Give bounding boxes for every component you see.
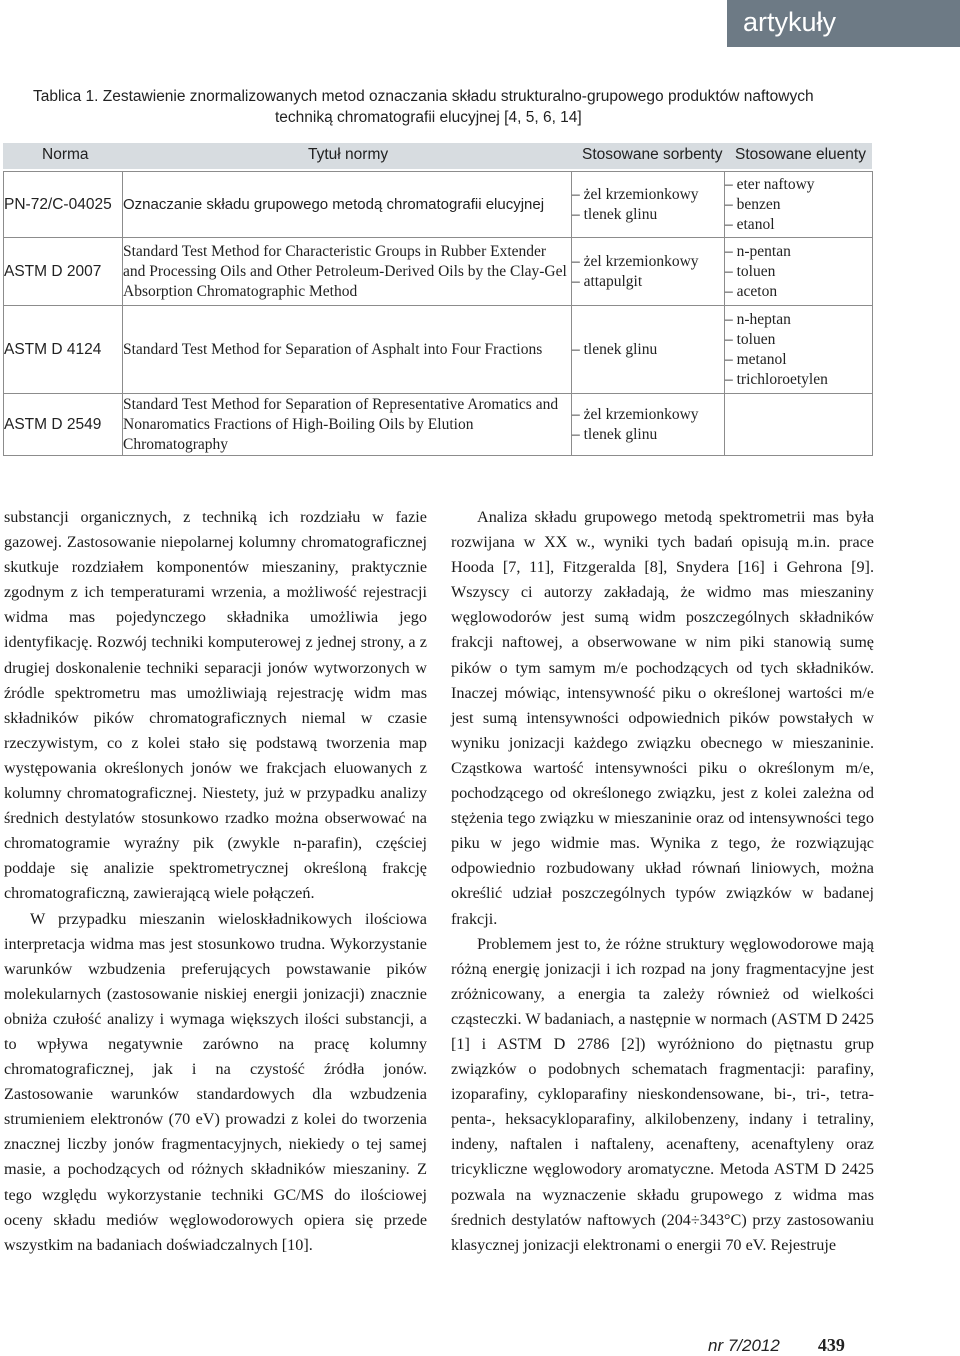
header-tytul-normy: Tytuł normy — [308, 146, 389, 163]
paragraph: Problemem jest to, że różne struktury węglowodorowe mają różną energię jonizacji i ich rozpad na jony fragmentacyjne jest zróżnicowany, a energia ta zależy również od wielkości cząsteczki. W badaniach, a następnie w normach (ASTM D 2425 [1] i ASTM D 2786 [2]) wyróżniono do piętnastu grup związków o podobnych schematach fragmentacji: parafiny, izoparafiny, cykloparafiny nieskondensowane, bi-, tri-, tetra- penta-, heksacykloparafiny, alkilobenzeny, indany i tetraliny, indeny, naftalen i naftaleny, acenafteny, acenaftyleny oraz tricykliczne węglowodory aromatyczne. Metoda ASTM D 2425 pozwala na wyznaczenie składu grupowego z widma mas średnich destylatów naftowych (204÷343°C) przy zastosowaniu klasycznej jonizacji elektronami o energii 70 eV. Rejestruje — [451, 934, 874, 1254]
sorbent-item: – tlenek glinu — [572, 205, 724, 225]
paragraph: substancji organicznych, z techniką ich rozdziału w fazie gazowej. Zastosowanie niepolarnej kolumny chromatograficznej skutkuje rozdziałem komponentów mieszaniny, praktycznie zgodnym z ich temperaturami wrzenia, a możliwość rejestracji widma mas pojedynczego składnika umożliwia jego identyfikację. Rozwój techniki komputerowej z jednej strony, a z drugiej doskonalenie techniki separacji jonów wytworzonych w źródle spektrometru mas umożliwiają rejestrację widm mas składników pików chromatograficznych niemal w czasie rzeczywistym, co z kolei stało się podstawą tworzenia map występowania określonych jonów we frakcjach eluowanych z kolumny chromatograficznej. Niestety, już w przypadku analizy średnich destylatów stosunkowo rzadko można obserwować na chromatogramie wyraźny pik (zwykle n-parafin), częściej poddaje się analizie spektrometrycznej określoną frakcję chromatograficzną, zawierającą wiele połączeń. — [4, 508, 427, 903]
sorbents-cell — [572, 306, 725, 394]
header-norma: Norma — [42, 146, 89, 163]
title-cell: Standard Test Method for Separation of Representative Aromatics and Nonaromatics Fractions of High-Boiling Oils by Elution Chromatography — [123, 394, 572, 456]
norma-cell: ASTM D 2549 — [4, 394, 123, 456]
sorbent-item: – żel krzemionkowy — [572, 405, 724, 425]
eluent-item: – toluen — [725, 330, 872, 350]
paragraph: Analiza składu grupowego metodą spektrometrii mas była rozwijana w XX w., wyniki tych badań opisują m.in. prace Hooda [7, 11], Fitzgeralda [8], Snydera [16] i Gehrona [9]. Wszyscy ci autorzy zakładają, że widmo mas mieszaniny węglowodorów jest sumą widm poszczególnych składników frakcji naftowej, a obserwowane w nim piki stanowią sumę pików o tym samym m/e pochodzących od tych składników. Inaczej mówiąc, intensywność piku o określonej wartości m/e jest sumą intensywności odpowiednich pików powstałych w wyniku jonizacji każdego związku obecnego w mieszaninie. Cząstkowa wartość intensywności piku o określonym m/e, pochodzącego od określonego związku, jest z kolei zależna od stężenia tego związku w mieszaninie oraz od intensywności tego piku w jego widmie mas. Wynika z tego, że rozwiązując odpowiednio rozbudowany układ równań liniowych, można określić udział poszczególnych typów związków w badanej frakcji. — [451, 508, 874, 928]
header-eluenty: Stosowane eluenty — [735, 146, 866, 163]
table-row — [4, 394, 873, 456]
sorbent-item: – attapulgit — [572, 272, 724, 292]
sorbents-cell — [572, 172, 725, 238]
page-footer — [708, 1335, 845, 1356]
eluent-item: – toluen — [725, 262, 872, 282]
title-cell: Standard Test Method for Separation of Asphalt into Four Fractions — [123, 306, 572, 394]
title-cell: Oznaczanie składu grupowego metodą chromatografii elucyjnej — [123, 172, 572, 238]
norma-cell: PN-72/C-04025 — [4, 172, 123, 238]
sorbent-item: – żel krzemionkowy — [572, 185, 724, 205]
table-caption-line-2: techniką chromatografii elucyjnej [4, 5, 6, 14] — [275, 109, 582, 126]
table-row — [4, 238, 873, 306]
eluent-item: – n-heptan — [725, 310, 872, 330]
sorbent-item: – tlenek glinu — [572, 425, 724, 445]
eluents-cell — [725, 394, 873, 456]
section-tag: artykuły — [727, 0, 960, 47]
paragraph: W przypadku mieszanin wieloskładnikowych ilościowa interpretacja widma mas jest stosunkowo trudna. Wykorzystanie warunków wzbudzenia preferujących powstawanie pików molekularnych (zastosowanie niskiej energii jonizacji) znacznie obniża czułość analizy i wymaga większych ilości substancji, a to wpływa negatywnie zarówno na pracę kolumny chromatograficznej, jak i na czystość źródła jonów. Zastosowanie warunków standardowych dla wzbudzenia strumieniem elektronów (70 eV) prowadzi z kolei do tworzenia znacznej liczby jonów fragmentacyjnych, niekiedy o tej samej masie, a pochodzących od różnych składników mieszaniny. Z tego względu wykorzystanie techniki GC/MS do ilościowej oceny składu mediów węglowodorowych opiera się przede wszystkim na badaniach doświadczalnych [10]. — [4, 909, 427, 1254]
eluents-cell — [725, 238, 873, 306]
sorbent-item: – tlenek glinu — [572, 340, 724, 360]
eluent-item: – metanol — [725, 350, 872, 370]
eluents-cell — [725, 172, 873, 238]
issue-number: nr 7/2012 — [708, 1336, 780, 1355]
norma-cell: ASTM D 4124 — [4, 306, 123, 394]
body-column-left — [4, 505, 427, 1258]
sorbents-cell — [572, 238, 725, 306]
table-row — [4, 172, 873, 238]
sorbents-cell — [572, 394, 725, 456]
sorbent-item: – żel krzemionkowy — [572, 252, 724, 272]
table-caption-line-1: Tablica 1. Zestawienie znormalizowanych metod oznaczania składu strukturalno-grupowego produktów naftowych — [33, 88, 814, 105]
header-sorbenty: Stosowane sorbenty — [582, 146, 723, 163]
eluents-cell — [725, 306, 873, 394]
page-number: 439 — [817, 1335, 845, 1355]
eluent-item: – eter naftowy — [725, 175, 872, 195]
table-header-row — [3, 143, 872, 169]
norma-cell: ASTM D 2007 — [4, 238, 123, 306]
methods-table — [3, 171, 873, 456]
title-cell: Standard Test Method for Characteristic Groups in Rubber Extender and Processing Oils and Other Petroleum-Derived Oils by the Clay-Gel Absorption Chromatographic Method — [123, 238, 572, 306]
eluent-item: – aceton — [725, 282, 872, 302]
eluent-item: – trichloroetylen — [725, 370, 872, 390]
eluent-item: – benzen — [725, 195, 872, 215]
eluent-item: – n-pentan — [725, 242, 872, 262]
eluent-item: – etanol — [725, 215, 872, 235]
table-row — [4, 306, 873, 394]
body-column-right — [451, 505, 874, 1258]
